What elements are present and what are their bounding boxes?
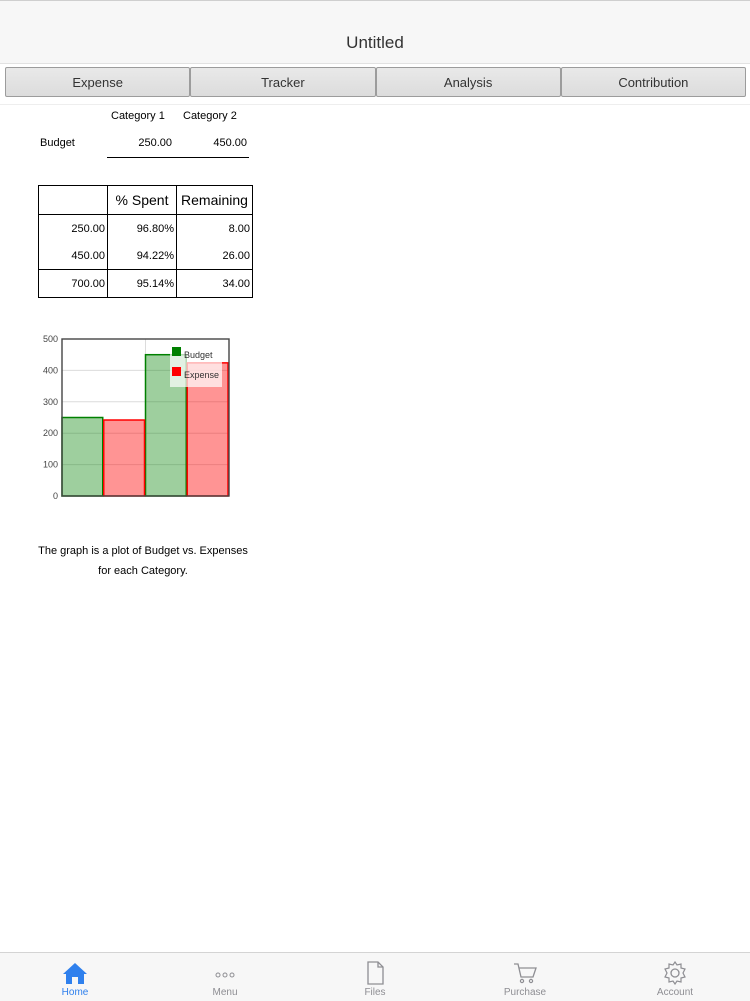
table-cell[interactable]: 26.00 — [177, 242, 253, 270]
nav-home[interactable] — [0, 953, 150, 1001]
legend-swatch — [172, 367, 181, 376]
nav-account[interactable] — [600, 953, 750, 1001]
budget-expense-chart — [30, 330, 240, 510]
tab-expense[interactable]: Expense — [5, 67, 190, 97]
table-header-spent: % Spent — [108, 186, 177, 215]
nav-purchase[interactable] — [450, 953, 600, 1001]
home-icon — [62, 961, 88, 985]
sheet-tabs — [5, 67, 746, 99]
table-header-remaining: Remaining — [177, 186, 253, 215]
nav-files[interactable] — [300, 953, 450, 1001]
bottom-nav — [0, 952, 750, 1001]
bar-budget — [62, 418, 103, 497]
legend-label: Budget — [184, 350, 213, 360]
tab-tracker[interactable]: Tracker — [190, 67, 375, 97]
y-tick-label: 100 — [42, 459, 58, 470]
table-cell[interactable]: 96.80% — [108, 215, 177, 243]
legend-label: Expense — [184, 370, 220, 380]
y-tick-label: 0 — [52, 491, 58, 501]
category-2-header: Category 2 — [183, 110, 237, 122]
sheet-divider — [0, 104, 750, 105]
nav-menu[interactable] — [150, 953, 300, 1001]
budget-underline — [107, 157, 249, 158]
table-cell[interactable]: 250.00 — [39, 215, 108, 243]
bar-expense — [104, 420, 145, 496]
nav-purchase-label: Purchase — [503, 987, 547, 998]
document-title: Untitled — [346, 33, 404, 52]
budget-category-2[interactable]: 450.00 — [213, 137, 247, 149]
gear-icon — [662, 961, 688, 985]
cart-icon — [512, 961, 538, 985]
y-tick-label: 400 — [42, 365, 58, 376]
table-header-blank — [39, 186, 108, 215]
file-icon — [362, 961, 388, 985]
table-cell[interactable]: 8.00 — [177, 215, 253, 243]
summary-table — [38, 185, 253, 298]
nav-files-label: Files — [364, 987, 386, 998]
title-bar — [0, 0, 750, 64]
nav-home-label: Home — [61, 987, 89, 998]
table-cell[interactable]: 450.00 — [39, 242, 108, 270]
budget-category-1[interactable]: 250.00 — [138, 137, 172, 149]
table-row — [39, 242, 253, 270]
table-cell[interactable]: 95.14% — [108, 270, 177, 298]
table-cell[interactable]: 34.00 — [177, 270, 253, 298]
y-tick-label: 200 — [42, 428, 58, 439]
y-tick-label: 300 — [42, 396, 58, 407]
nav-menu-label: Menu — [212, 987, 238, 998]
tab-analysis[interactable]: Analysis — [376, 67, 561, 97]
table-cell[interactable]: 94.22% — [108, 242, 177, 270]
legend-swatch — [172, 347, 181, 356]
category-1-header: Category 1 — [111, 110, 165, 122]
tab-contribution[interactable]: Contribution — [561, 67, 746, 97]
nav-account-label: Account — [656, 987, 694, 998]
y-tick-label: 500 — [42, 334, 58, 344]
chart-caption: The graph is a plot of Budget vs. Expenses for each Category. — [38, 545, 248, 577]
table-total-row — [39, 270, 253, 298]
table-row — [39, 215, 253, 243]
budget-label: Budget — [40, 137, 75, 149]
more-icon — [212, 961, 238, 985]
table-cell[interactable]: 700.00 — [39, 270, 108, 298]
